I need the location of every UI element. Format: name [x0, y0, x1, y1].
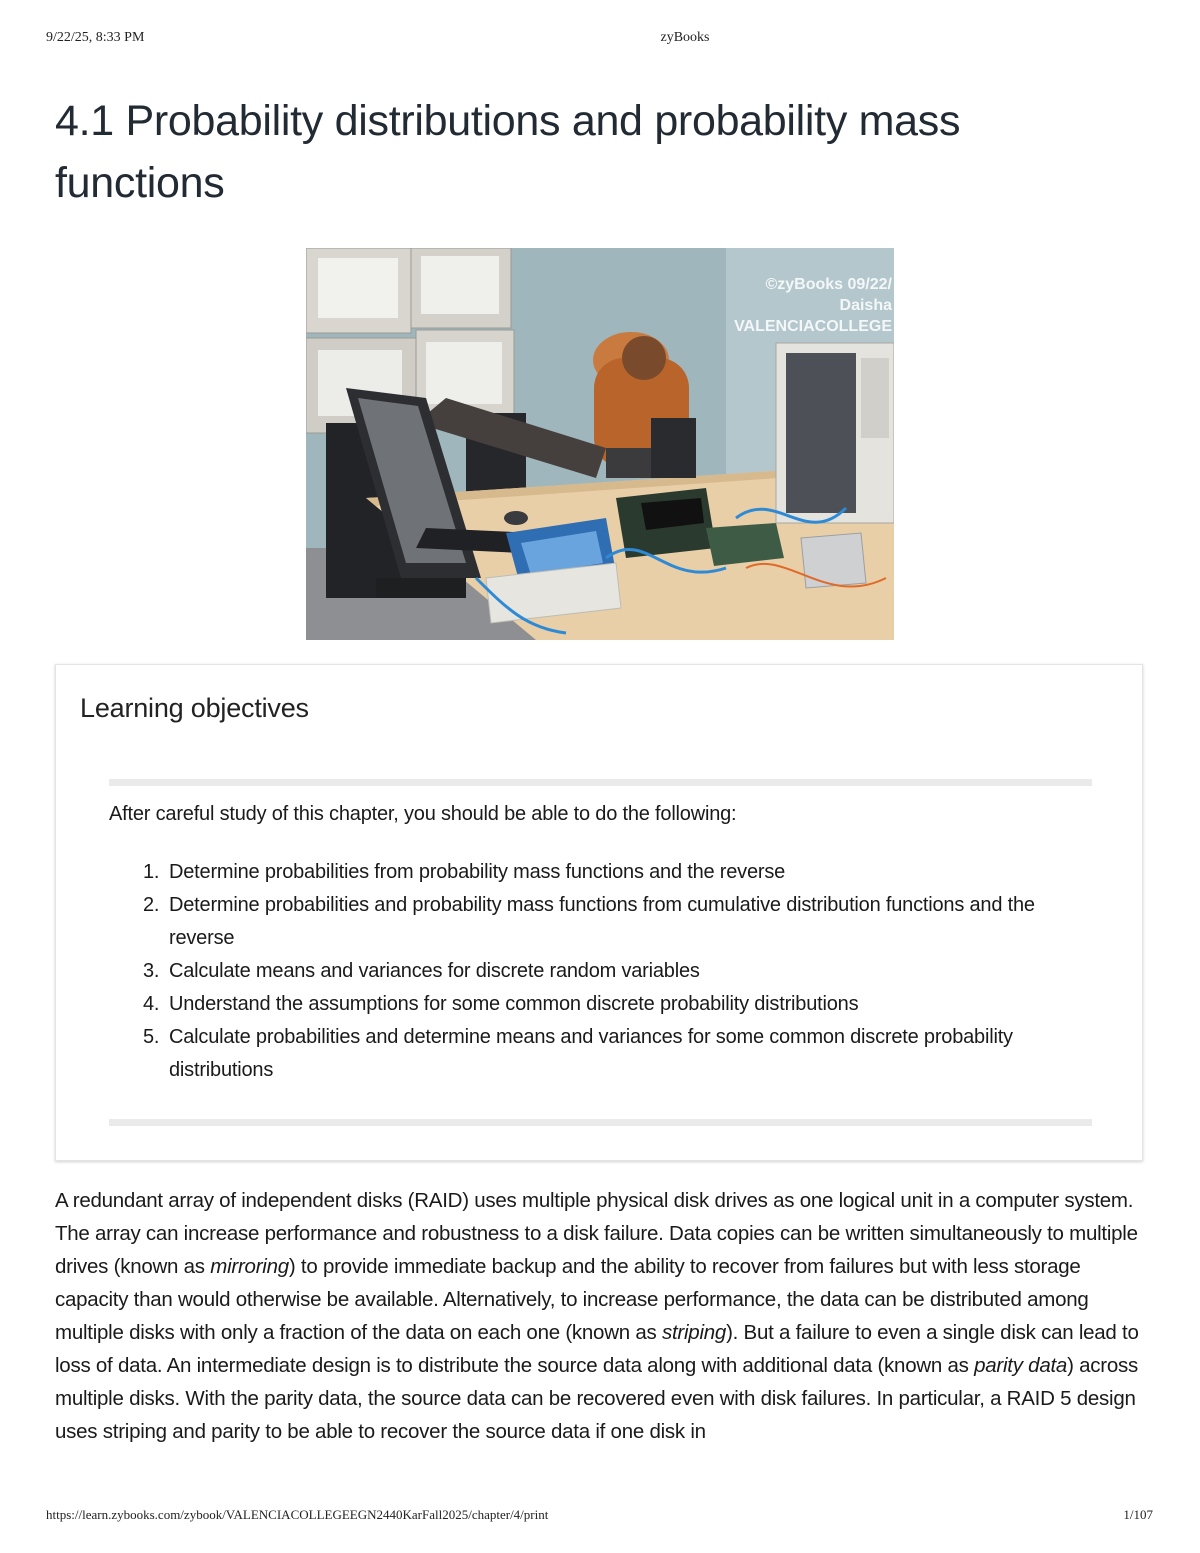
term-striping: striping: [661, 1321, 727, 1344]
body-text-segment: ) to provide immediate backup and the ability to recover from failures but with less storage capacity than would otherwise be available. Alternatively, to increase performance, the data can be distributed among multiple disks with only a fraction of the data on each one (known as: [55, 1255, 1089, 1344]
print-url: https://learn.zybooks.com/zybook/VALENCIACOLLEGEEGN2440KarFall2025/chapter/4/print: [46, 1507, 549, 1522]
objective-text: Determine probabilities from probability mass functions and the reverse: [169, 861, 786, 883]
objective-item: [109, 889, 1069, 955]
term-parity-data: parity data: [974, 1354, 1068, 1377]
print-footer: [0, 1507, 1200, 1527]
watermark-line: ©zyBooks 09/22/: [765, 276, 892, 293]
objective-text: Calculate means and variances for discrete random variables: [169, 960, 700, 982]
objectives-heading: Learning objectives: [80, 693, 309, 723]
objective-text: Determine probabilities and probability mass functions from cumulative distribution functions and the reverse: [169, 894, 1035, 949]
body-paragraph: [55, 1184, 1145, 1448]
body-text-segment: A redundant array of independent disks (RAID) uses multiple physical disk drives as one logical unit in a computer system. The array can increase performance and robustness to a disk failure. Data copies can be written simultaneously to multiple drives (known as: [55, 1189, 1138, 1278]
objective-number: 1.: [143, 861, 160, 883]
hero-image: [306, 248, 894, 640]
term-mirroring: mirroring: [210, 1255, 289, 1278]
objective-number: 5.: [143, 1026, 160, 1048]
objective-text: Calculate probabilities and determine means and variances for some common discrete probability distributions: [169, 1026, 1013, 1081]
objective-item: [109, 955, 1069, 988]
copyright-watermark: [734, 274, 892, 337]
objective-item: [109, 856, 1069, 889]
learning-objectives-box: [55, 664, 1143, 1161]
watermark-line: Daisha: [839, 297, 892, 314]
objective-item: [109, 1021, 1069, 1087]
objectives-list: [109, 856, 1069, 1087]
body-text-segment: ) across multiple disks. With the parity data, the source data can be recovered even with disk failures. In particular, a RAID 5 design uses striping and parity to be able to recover the source data if one disk in: [55, 1354, 1138, 1443]
objective-number: 2.: [143, 894, 160, 916]
divider: [109, 779, 1092, 786]
objectives-intro: After careful study of this chapter, you should be able to do the following:: [109, 803, 737, 825]
print-header: [0, 30, 1200, 50]
page-title: 4.1 Probability distributions and probability mass functions: [55, 97, 961, 207]
page-number: 1/107: [1123, 1507, 1153, 1522]
body-text-segment: ). But a failure to even a single disk can lead to loss of data. An intermediate design is to distribute the source data along with additional data (known as: [55, 1321, 1139, 1377]
print-site-name: zyBooks: [660, 30, 710, 45]
objective-item: [109, 988, 1069, 1021]
objective-number: 4.: [143, 993, 160, 1015]
print-datetime: 9/22/25, 8:33 PM: [46, 30, 145, 45]
divider: [109, 1119, 1092, 1126]
objective-number: 3.: [143, 960, 160, 982]
watermark-line: VALENCIACOLLEGE: [734, 318, 892, 335]
objective-text: Understand the assumptions for some common discrete probability distributions: [169, 993, 859, 1015]
